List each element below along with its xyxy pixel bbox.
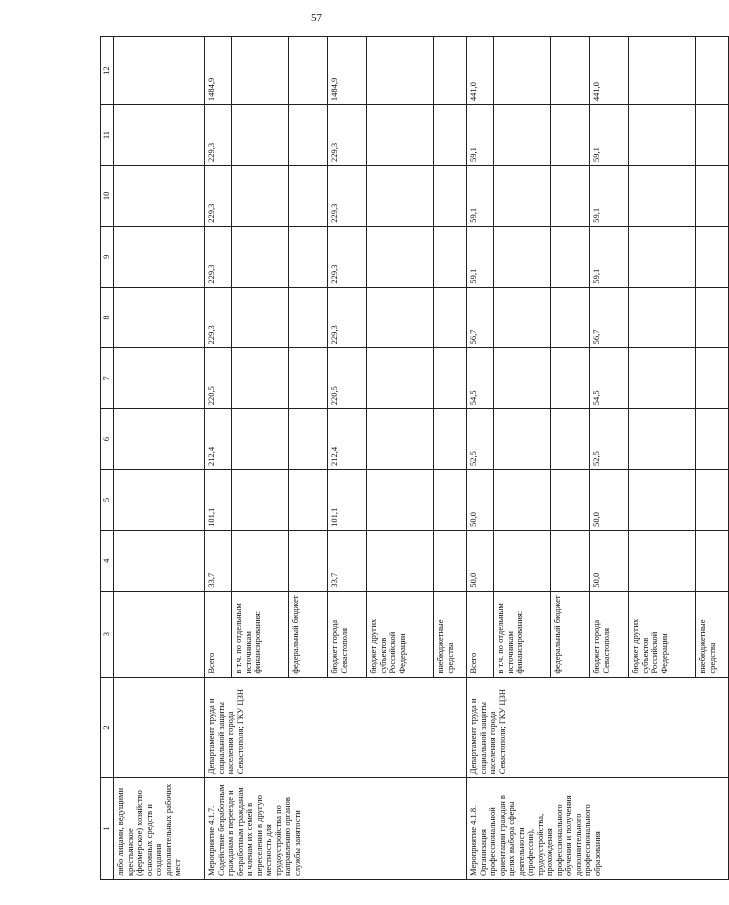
value-cell — [289, 348, 328, 409]
continuation-row — [114, 37, 205, 880]
value-cell — [289, 470, 328, 531]
column-header: 8 — [101, 287, 114, 348]
value-cell — [629, 37, 696, 105]
value-cell — [629, 409, 696, 470]
value-cell: 229,3 — [205, 105, 232, 166]
value-cell — [551, 470, 590, 531]
value-cell — [367, 530, 434, 591]
value-cell — [434, 165, 467, 226]
value-cell — [494, 165, 551, 226]
value-cell — [434, 530, 467, 591]
value-cell: 229,3 — [205, 287, 232, 348]
value-cell — [289, 409, 328, 470]
value-cell — [367, 287, 434, 348]
value-cell — [114, 287, 205, 348]
funding-source-cell: внебюджетные средства — [696, 591, 729, 677]
value-cell — [367, 165, 434, 226]
value-cell — [289, 37, 328, 105]
funding-source-cell: федеральный бюджет — [289, 591, 328, 677]
value-cell — [696, 470, 729, 531]
value-cell — [434, 105, 467, 166]
value-cell — [696, 165, 729, 226]
value-cell — [696, 226, 729, 287]
value-cell — [232, 37, 289, 105]
column-header: 2 — [101, 677, 114, 778]
value-cell — [114, 37, 205, 105]
value-cell: 1484,9 — [328, 37, 367, 105]
executor-cell: Департамент труда и социальной защиты населения города Севастополя; ГКУ ЦЗН — [205, 677, 467, 778]
value-cell: 229,3 — [328, 105, 367, 166]
value-cell — [114, 530, 205, 591]
value-cell: 56,7 — [590, 287, 629, 348]
value-cell — [629, 470, 696, 531]
value-cell — [289, 165, 328, 226]
funding-source-cell: Всего — [467, 591, 494, 677]
value-cell: 101,1 — [328, 470, 367, 531]
value-cell — [232, 165, 289, 226]
value-cell — [232, 470, 289, 531]
value-cell — [367, 226, 434, 287]
value-cell — [696, 37, 729, 105]
funding-source-cell: в т.ч. по отдельным источникам финансирования: — [232, 591, 289, 677]
value-cell — [114, 105, 205, 166]
value-cell — [551, 105, 590, 166]
column-header: 10 — [101, 165, 114, 226]
value-cell: 220,5 — [205, 348, 232, 409]
value-cell — [367, 409, 434, 470]
executor-cell — [114, 677, 205, 778]
rotated-table-frame — [100, 36, 717, 880]
value-cell — [696, 105, 729, 166]
value-cell: 212,4 — [205, 409, 232, 470]
table-row — [205, 37, 232, 880]
value-cell: 220,5 — [328, 348, 367, 409]
value-cell — [434, 287, 467, 348]
value-cell — [232, 530, 289, 591]
value-cell: 229,3 — [328, 287, 367, 348]
value-cell: 54,5 — [467, 348, 494, 409]
value-cell: 441,0 — [590, 37, 629, 105]
value-cell — [434, 226, 467, 287]
value-cell — [494, 530, 551, 591]
measure-name-cell: либо лицами, ведущими крестьянское (фермерское) хозяйство основных средств и создания дополнительных рабочих мест — [114, 778, 205, 880]
value-cell — [629, 530, 696, 591]
value-cell: 52,5 — [467, 409, 494, 470]
value-cell: 59,1 — [467, 165, 494, 226]
value-cell: 59,1 — [467, 105, 494, 166]
value-cell: 229,3 — [328, 226, 367, 287]
value-cell: 50,0 — [467, 470, 494, 531]
table-row — [467, 37, 494, 880]
value-cell — [367, 470, 434, 531]
value-cell — [232, 105, 289, 166]
value-cell: 212,4 — [328, 409, 367, 470]
value-cell: 59,1 — [590, 226, 629, 287]
value-cell — [289, 287, 328, 348]
column-header: 12 — [101, 37, 114, 105]
value-cell — [289, 105, 328, 166]
value-cell — [114, 165, 205, 226]
value-cell — [232, 409, 289, 470]
table-container — [100, 36, 717, 880]
value-cell — [434, 348, 467, 409]
value-cell — [494, 409, 551, 470]
value-cell: 33,7 — [205, 530, 232, 591]
value-cell — [629, 105, 696, 166]
value-cell — [551, 165, 590, 226]
executor-cell: Департамент труда и социальной защиты населения города Севастополя; ГКУ ЦЗН — [467, 677, 729, 778]
value-cell — [232, 226, 289, 287]
column-header: 4 — [101, 530, 114, 591]
value-cell — [494, 348, 551, 409]
value-cell: 50,0 — [590, 470, 629, 531]
value-cell — [434, 409, 467, 470]
value-cell: 229,3 — [328, 165, 367, 226]
value-cell: 59,1 — [590, 105, 629, 166]
header-row — [101, 37, 114, 880]
value-cell: 1484,9 — [205, 37, 232, 105]
value-cell — [434, 37, 467, 105]
value-cell — [696, 530, 729, 591]
value-cell — [696, 409, 729, 470]
value-cell — [232, 348, 289, 409]
value-cell: 229,3 — [205, 165, 232, 226]
value-cell: 59,1 — [467, 226, 494, 287]
funding-table — [100, 36, 729, 880]
page-number: 57 — [311, 12, 322, 24]
value-cell — [114, 226, 205, 287]
column-header: 1 — [101, 778, 114, 880]
column-header: 5 — [101, 470, 114, 531]
value-cell — [232, 287, 289, 348]
value-cell — [494, 470, 551, 531]
value-cell — [629, 287, 696, 348]
column-header: 7 — [101, 348, 114, 409]
value-cell: 33,7 — [328, 530, 367, 591]
value-cell — [551, 226, 590, 287]
funding-source-cell: внебюджетные средства — [434, 591, 467, 677]
value-cell: 59,1 — [590, 165, 629, 226]
value-cell — [551, 409, 590, 470]
value-cell — [114, 470, 205, 531]
value-cell: 101,1 — [205, 470, 232, 531]
value-cell — [114, 348, 205, 409]
value-cell: 50,0 — [467, 530, 494, 591]
funding-source-cell: в т.ч. по отдельным источникам финансирования: — [494, 591, 551, 677]
measure-name-cell: Мероприятие 4.1.7. Содействие безработным гражданам в переезде и безработным гражданам и членам их семей в переселении в другую местность для трудоустройства по направлению органов службы занятости — [205, 778, 467, 880]
value-cell — [289, 226, 328, 287]
value-cell: 54,5 — [590, 348, 629, 409]
value-cell — [551, 37, 590, 105]
column-header: 3 — [101, 591, 114, 677]
column-header: 9 — [101, 226, 114, 287]
funding-source-cell: бюджет города Севастополя — [328, 591, 367, 677]
value-cell: 52,5 — [590, 409, 629, 470]
value-cell — [434, 470, 467, 531]
value-cell — [367, 37, 434, 105]
value-cell — [551, 530, 590, 591]
column-header: 6 — [101, 409, 114, 470]
value-cell: 50,0 — [590, 530, 629, 591]
value-cell — [551, 348, 590, 409]
value-cell — [551, 287, 590, 348]
value-cell — [629, 165, 696, 226]
value-cell — [494, 226, 551, 287]
column-header: 11 — [101, 105, 114, 166]
value-cell — [494, 37, 551, 105]
funding-source-cell: бюджет других субъектов Российской Федерации — [367, 591, 434, 677]
value-cell — [289, 530, 328, 591]
funding-source-cell: Всего — [205, 591, 232, 677]
value-cell: 229,3 — [205, 226, 232, 287]
value-cell — [494, 105, 551, 166]
value-cell — [367, 348, 434, 409]
value-cell — [494, 287, 551, 348]
funding-source-cell: федеральный бюджет — [551, 591, 590, 677]
value-cell: 441,0 — [467, 37, 494, 105]
value-cell: 56,7 — [467, 287, 494, 348]
value-cell — [696, 287, 729, 348]
value-cell — [696, 348, 729, 409]
funding-source-cell: бюджет города Севастополя — [590, 591, 629, 677]
source-cell — [114, 591, 205, 677]
measure-name-cell: Мероприятие 4.1.8. Организация профессиональной ориентации граждан в целях выбора сферы деятельности (профессии), трудоустройства, прохождения профессионального обучения и получения дополнительного профессионального образования — [467, 778, 729, 880]
value-cell — [367, 105, 434, 166]
value-cell — [629, 226, 696, 287]
value-cell — [629, 348, 696, 409]
funding-source-cell: бюджет других субъектов Российской Федерации — [629, 591, 696, 677]
value-cell — [114, 409, 205, 470]
